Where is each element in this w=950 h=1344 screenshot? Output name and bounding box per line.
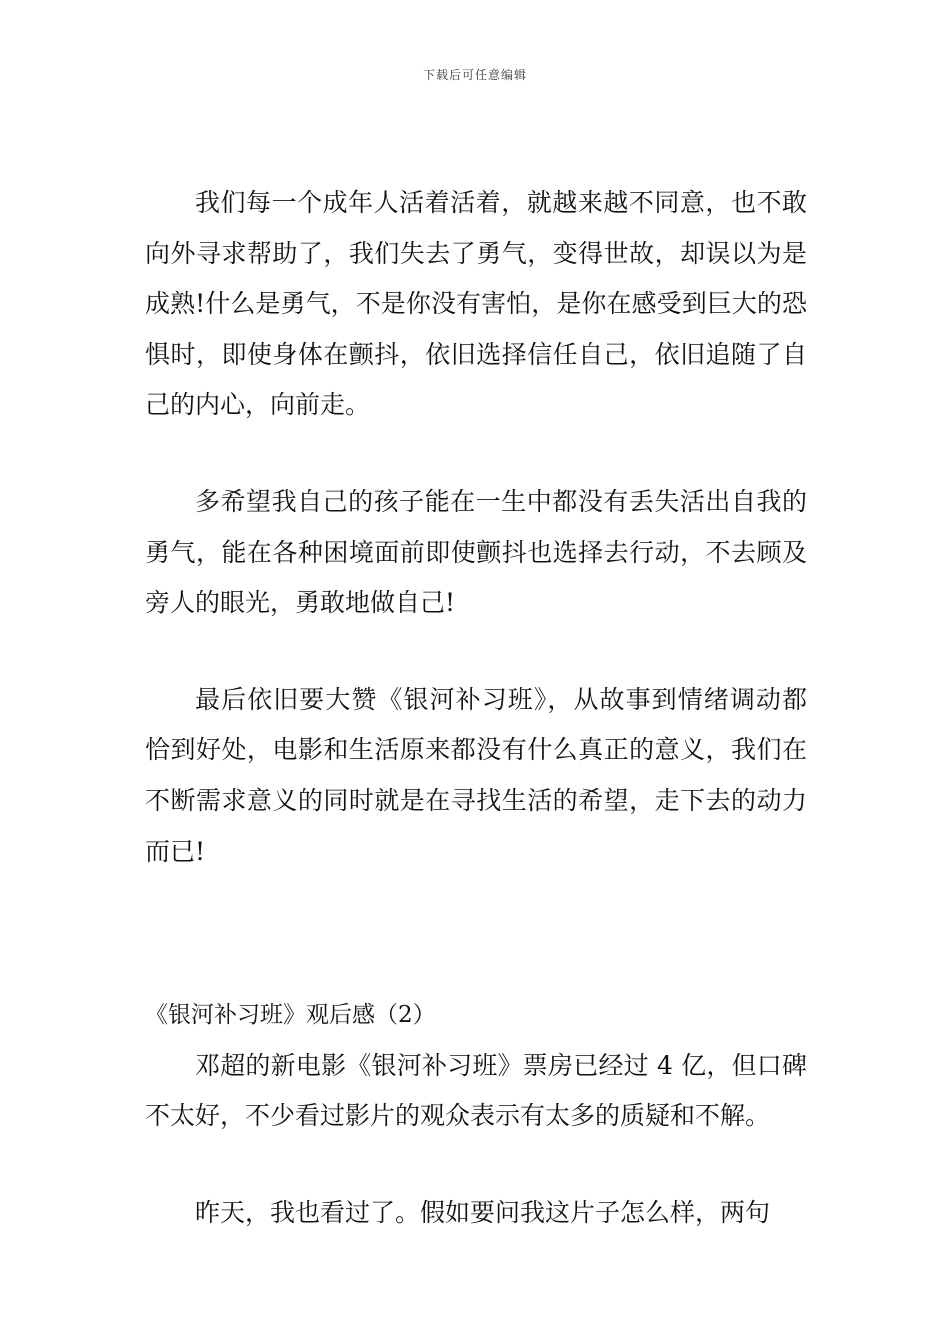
section-spacer bbox=[145, 877, 807, 990]
paragraph-3: 最后依旧要大赞《银河补习班》，从故事到情绪调动都恰到好处，电影和生活原来都没有什么真正的意义，我们在不断需求意义的同时就是在寻找生活的希望，走下去的动力而已! bbox=[145, 684, 807, 866]
paragraph-spacer bbox=[145, 1142, 807, 1188]
paragraph-4: 邓超的新电影《银河补习班》票房已经过 4 亿，但口碑不太好，不少看过影片的观众表示有太多的质疑和不解。 bbox=[145, 1050, 807, 1131]
document-body bbox=[145, 178, 807, 1239]
paragraph-2: 多希望我自己的孩子能在一生中都没有丢失活出自我的勇气，能在各种困境面前即使颤抖也选择去行动，不去顾及旁人的眼光，勇敢地做自己! bbox=[145, 486, 807, 618]
paragraph-spacer bbox=[145, 629, 807, 675]
paragraph-spacer bbox=[145, 431, 807, 477]
paragraph-5: 昨天，我也看过了。假如要问我这片子怎么样，两句 bbox=[195, 1197, 771, 1227]
paragraph-1: 我们每一个成年人活着活着，就越来越不同意，也不敢向外寻求帮助了，我们失去了勇气，变得世故，却误以为是成熟!什么是勇气，不是你没有害怕，是你在感受到巨大的恐惧时，即使身体在颤抖，依旧选择信任自己，依旧追随了自己的内心，向前走。 bbox=[145, 188, 807, 420]
section-title: 《银河补习班》观后感（2） bbox=[145, 1002, 436, 1029]
page-header-note: 下载后可任意编辑 bbox=[422, 68, 527, 82]
